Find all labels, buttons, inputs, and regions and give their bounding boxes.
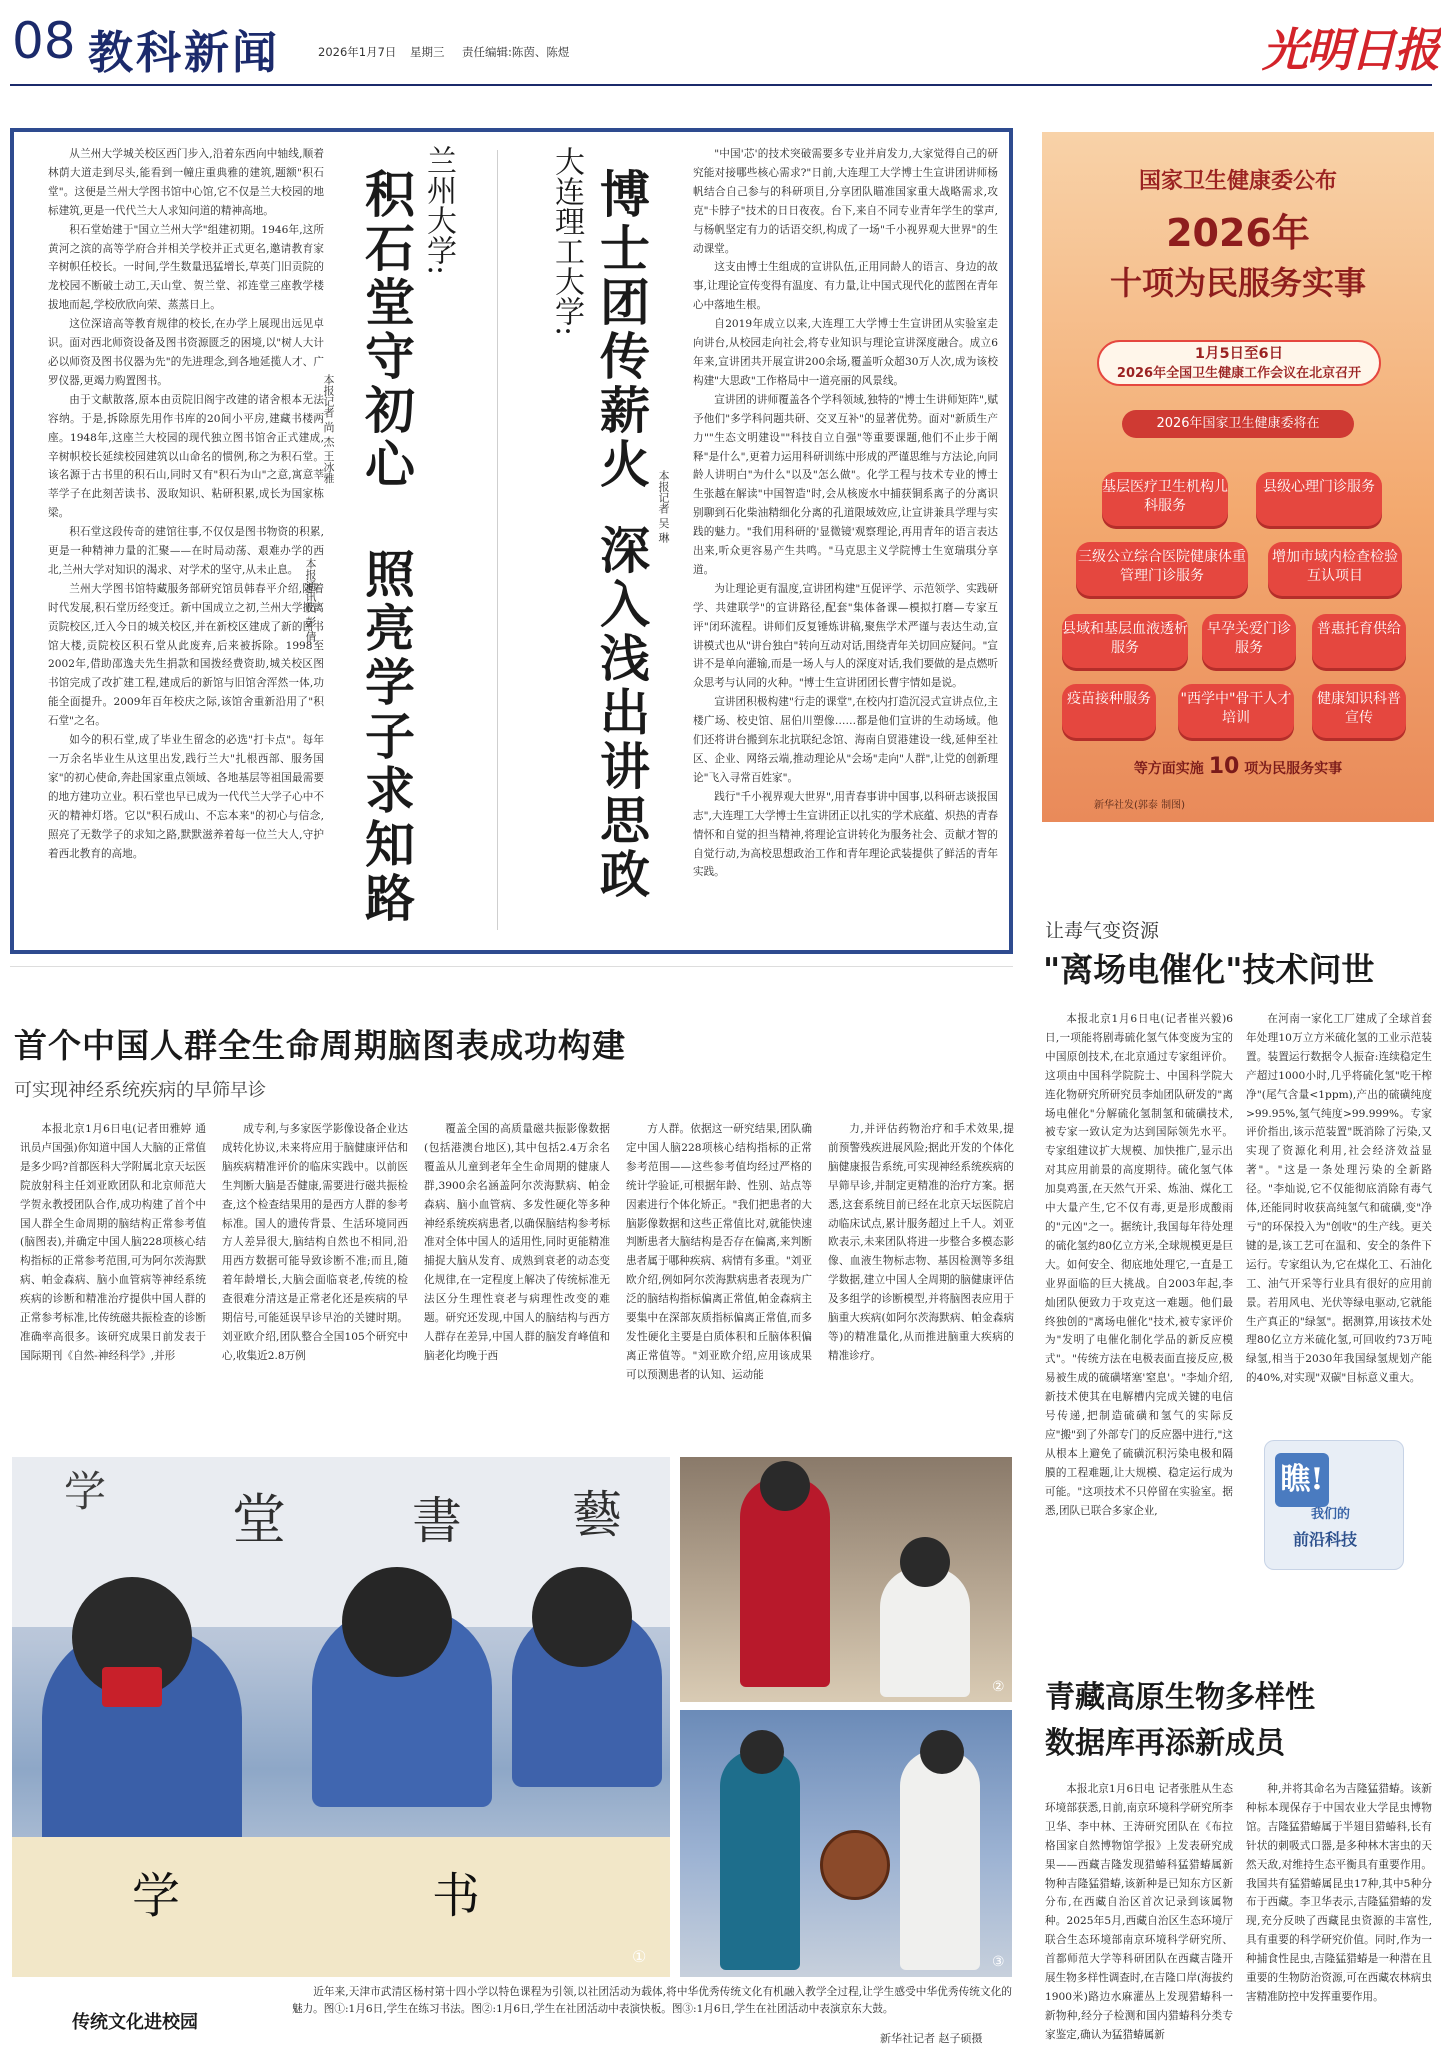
dalian-body xyxy=(693,145,998,945)
paper-characters: 学 xyxy=(132,1868,181,1924)
performer-hair xyxy=(760,1461,810,1511)
performer-hair xyxy=(740,1730,784,1774)
photo-dagu xyxy=(680,1710,1012,1977)
paragraph: 这位深谙高等教育规律的校长,在办学上展现出远见卓识。面对西北师资设备及图书资源匮乏的困境,以"树人大计必以师资及图书仪器为先"的先进理念,到各地延揽人才、广罗仪器,更竭力购置图书。 xyxy=(48,318,324,387)
paragraph: 由于文献散落,原本由贡院旧阁宇改建的诸舍根本无法容纳。于是,拆除原先用作书库的20间小平房,建藏书楼两座。1948年,这座兰大校园的现代独立图书馆舍正式建成,辛树帜校长延续校园建筑以山命名的惯例,称之为积石堂。该名源于古书里的积石山,同时又有"积石为山"之意,寓意莘莘学子在此刻苦读书、汲取知识、粘研积累,成长为国家栋梁。 xyxy=(48,393,324,520)
item-pill: "西学中"骨干人才培训 xyxy=(1178,684,1294,738)
issue-date: 2026年1月7日 xyxy=(318,45,397,59)
biodiversity-title-2: 数据库再添新成员 xyxy=(1045,1726,1285,1761)
photo-number: ③ xyxy=(992,1954,1005,1970)
performer-figure xyxy=(720,1750,800,1970)
paragraph: 积石堂始建于"国立兰州大学"组建初期。1946年,这所黄河之滨的高等学府合并相关学校并正式更名,邀请教育家辛树帜任校长。一时间,学生数量迅猛增长,草英门旧贡院的龙校园不断破土动工,天山堂、贺兰堂、祁连堂三座教学楼拔地而起,学校欣欣向荣、蒸蒸日上。 xyxy=(48,223,324,312)
infographic-title-2: 2026年 xyxy=(1166,211,1310,255)
photo-caption: 近年来,天津市武清区杨村第十四小学以特色课程为引领,以社团活动为载体,将中华优秀传统文化有机融入教学全过程,让学生感受中华优秀传统文化的魅力。图①:1月6日,学生在练习书法。图②:1月6日,学生在社团活动中表演快板。图③:1月6日,学生在社团活动中表演京东大鼓。 xyxy=(292,1986,1012,2015)
paragraph: 宣讲团的讲师覆盖各个学科领域,独特的"博士生讲师矩阵",赋予他们"多学科问题共研、交叉互补"的显著优势。面对"新质生产力""生态文明建设""科技自立自强"等重要课题,他们不止步于阐释"是什么",更着力运用科研训练中形成的严谨思维与方法论,向同龄人讲明白"为什么"以及"怎么做"。化学工程与技术专业的博士生张越在解读"中国智造"时,会从核废水中捕获铜系离子的分离识别聊到石化柴油精细化分离的孔道限域效应,让宣讲兼具学理与实践的魅力。"我们用科研的'显微镜'观察理论,再用青年的语言表达出来,听众更容易产生共鸣。"马克思主义学院博士生宽瑞琪分享道。 xyxy=(693,393,998,576)
infographic-source: 新华社发(郭泰 制图) xyxy=(1094,800,1185,811)
performer-hair xyxy=(900,1537,950,1587)
item-pill: 疫苗接种服务 xyxy=(1062,684,1156,738)
photo-number: ① xyxy=(632,1947,647,1966)
column-name: 教科新闻 xyxy=(88,26,281,79)
paragraph: 如今的积石堂,成了毕业生留念的必选"打卡点"。每年一万余名毕业生从这里出发,践行兰大"扎根西部、服务国家"的初心使命,奔赴国家重点领域、各地基层等祖国最需要的地方建功立业。积石堂也早已成为一代代兰大学子心中不灭的精神灯塔。它以"积石成山、不忘本来"的初心与信念,照亮了无数学子的求知之路,默默滋养着每一位兰大人,守护着西北教育的高地。 xyxy=(48,734,324,860)
photo-calligraphy xyxy=(12,1457,670,1977)
photo-kuaiban xyxy=(680,1457,1012,1702)
dalian-title-1: 博士团传薪火 xyxy=(592,168,651,492)
badge-line-2: 我们的 xyxy=(1311,1507,1351,1522)
editors: 责任编辑:陈茵、陈煜 xyxy=(462,45,570,59)
item-pill: 基层医疗卫生机构儿科服务 xyxy=(1102,472,1228,526)
feature-divider xyxy=(497,150,498,930)
dalian-credit: 本报记者 吴 琳 xyxy=(657,470,670,543)
meeting-banner xyxy=(1097,340,1381,386)
item-pill: 县级心理门诊服务 xyxy=(1256,472,1382,526)
item-pill: 三级公立综合医院健康体重管理门诊服务 xyxy=(1076,542,1248,596)
meeting-dates: 1月5日至6日 xyxy=(1194,346,1284,362)
paragraph: 覆盖全国的高质量磁共振影像数据(包括港澳台地区),其中包括2.4万余名覆盖从儿童到老年全生命周期的健康人群,3900余名涵盖阿尔茨海默病、帕金森病、脑小血管病、多发性硬化等多种神经系统疾病患者,以确保脑结构参考标准对全体中国人的适用性,同时更能精准捕捉大脑从发育、成熟到衰老的动态变化规律,在一定程度上解决了传统标准无法区分生理性衰老与病理性改变的难题。研究还发现,中国人的脑结构与西方人群存在差异,中国人群的脑发育峰值和脑老化均晚于西 xyxy=(424,1123,610,1362)
footer-prefix: 等方面实施 xyxy=(1133,761,1204,777)
badge-icon: 瞧! xyxy=(1275,1453,1329,1507)
footer-number: 10 xyxy=(1208,754,1240,779)
photo-calligraphy-scroll: 堂 xyxy=(232,1488,286,1551)
biodiversity-col-2 xyxy=(1246,1780,1432,2044)
student-hair xyxy=(532,1567,632,1667)
brain-title: 首个中国人群全生命周期脑图表成功构建 xyxy=(14,1026,626,1065)
photo-calligraphy-scroll: 書 xyxy=(412,1492,462,1550)
photo-calligraphy-scroll: 藝 xyxy=(572,1486,622,1544)
paragraph: 这支由博士生组成的宣讲队伍,正用同龄人的语言、身边的故事,让理论宣传变得有温度、有力量,让中国式现代化的蓝图在青年心中落地生根。 xyxy=(693,261,998,312)
issue-weekday: 星期三 xyxy=(410,45,445,59)
rice-paper xyxy=(12,1837,670,1977)
badge-line-3: 前沿科技 xyxy=(1293,1530,1358,1549)
drum xyxy=(820,1830,890,1900)
item-pill: 早孕关爱门诊服务 xyxy=(1202,614,1296,668)
health-infographic xyxy=(1042,132,1434,822)
red-scarf xyxy=(102,1667,162,1707)
page-number: 08 xyxy=(12,12,76,70)
paragraph: 为让理论更有温度,宣讲团构建"互促评学、示范领学、实践研学、共建联学"的宣讲路径,配套"集体备课—模拟打磨—专家互评"闭环流程。讲师们反复锤炼讲稿,聚焦学术严谨与表达生动,宣讲模式也从"讲台独白"转向互动对话,围绕青年关切回应疑问。"宣讲不是单向灌输,而是一场人与人的深度对话,我们要做的是点燃听众思考与认同的火种。"博士生宣讲团团长曹宇情如是说。 xyxy=(693,582,998,690)
brain-col-4 xyxy=(626,1120,812,1438)
masthead-logo: 光明日报 xyxy=(1262,23,1438,77)
paragraph: 自2019年成立以来,大连理工大学博士生宣讲团从实验室走向讲台,从校园走向社会,将专业知识与理论宣讲深度融合。成立6年来,宣讲团共开展宣讲200余场,覆盖听众超30万人次,成为该校构建"大思政"工作格局中一道亮丽的风景线。 xyxy=(693,318,998,387)
paragraph: 宣讲团积极构建"行走的课堂",在校内打造沉浸式宣讲点位,主楼广场、校史馆、屈伯川塑像……都是他们宣讲的生动场域。他们还将讲台搬到东北抗联纪念馆、海南自贸港建设一线,延伸至社区、企业、网络云端,推动理论从"会场"走向"人群",让党的创新理论"飞入寻常百姓家"。 xyxy=(693,696,998,784)
lanzhou-title-2: 照亮学子求知路 xyxy=(357,548,416,926)
plan-tag: 2026年国家卫生健康委将在 xyxy=(1122,410,1354,438)
paragraph: 成专利,与多家医学影像设备企业达成转化协议,未来将应用于脑健康评估和脑疾病精准评价的临床实践中。以前医生判断大脑是否健康,需要进行磁共振检查,这个检查结果用的是西方人群的参考标准。国人的遗传背景、生活环境同西方人差异很大,脑结构自然也不相同,沿用西方数据可能导致诊断不准;而且,随着年龄增长,大脑会面临衰老,传统的检查很难分清这是正常老化还是疾病的早期信号,可能延误早诊早治的关键时期。刘亚欧介绍,团队整合全国105个研究中心,收集近2.8万例 xyxy=(222,1123,408,1362)
item-pill: 普惠托育供给 xyxy=(1312,614,1406,668)
photo-credit: 新华社记者 赵子硕摄 xyxy=(880,2032,983,2045)
paragraph: 方人群。依据这一研究结果,团队确定中国人脑228项核心结构指标的正常参考范围——这些参考值均经过严格的统计学验证,可根据年龄、性别、站点等因素进行个体化矫正。"我们把患者的大脑影像数据和这些正常值比对,就能快速判断患者大脑结构是否存在偏离,来判断患者属于哪种疾病、病情有多重。"刘亚欧介绍,例如阿尔茨海默病患者表现为广泛的脑结构指标偏离正常值,帕金森病主要集中在深部灰质指标偏离正常值,而多发性硬化主要是白质体积和丘脑体积偏离正常值等。"刘亚欧介绍,应用该成果可以预测患者的认知、运动能 xyxy=(626,1123,812,1381)
infographic-title-3: 十项为民服务实事 xyxy=(1109,264,1366,302)
paragraph: 本报北京1月6日电(记者崔兴毅)6日,一项能将剧毒硫化氢气体变废为宝的中国原创技术,在北京通过专家组评价。这项由中国科学院院士、中国科学院大连化物研究所研究员李灿团队研发的"离场电催化"分解硫化氢制氢和硫磺技术,被专家一致认定为达到国际领先水平。专家组建议扩大规模、加快推广,显示出对其应用前景的高度期待。硫化氢气体加臭鸡蛋,在天然气开采、炼油、煤化工中大量产生,它不仅有毒,更是形成酸雨的"元凶"之一。据统计,我国每年待处理的硫化氢约80亿立方米,全球规模更是巨大。如何安全、彻底地处理它,一直是工业界面临的巨大挑战。自2003年起,李灿团队便致力于攻克这一难题。他们最终独创的"离场电催化"技术,被专家评价为"发明了电催化制化学品的新反应模式"。"传统方法在电极表面直接反应,极易被生成的硫磺堵塞'窒息'。"李灿介绍,新技术使其在电解槽内完成关键的电信号传递,把制造硫磺和氢气的实际反应"搬"到了外部专门的反应器中进行,"这从根本上避免了硫磺沉积污染电极和隔膜的工程难题,让大规模、稳定运行成为可能。"这项技术不只停留在实验室。据悉,团队已联合多家企业, xyxy=(1045,1013,1233,1517)
biodiversity-col-1 xyxy=(1045,1780,1233,2044)
dalian-title-2: 深入浅出讲思政 xyxy=(592,524,651,902)
paragraph: 在河南一家化工厂建成了全球首套年处理10万立方米硫化氢的工业示范装置。装置运行数据令人振奋:连续稳定生产超过1000小时,几乎将硫化氢"吃干榨净"(尾气含量<1ppm),产出的硫磺纯度>99.95%,氢气纯度>99.999%。专家评价指出,该示范装置"既消除了污染,又实现了资源化利用,社会经济效益显著"。"这是一条处理污染的全新路径。"李灿说,它不仅能彻底消除有毒气体,还能同时收获高纯氢气和硫磺,变"净亏"的环保投入为"创收"的生产线。更关键的是,该工艺可在温和、安全的条件下运行。专家组认为,它在煤化工、石油化工、油气开采等行业具有很好的应用前景。若用风电、光伏等绿电驱动,它就能生产真正的"绿氢"。据测算,用该技术处理80亿立方米硫化氢,可回收约73万吨绿氢,相当于2030年我国绿氢规划产能的40%,对实现"双碳"目标意义重大。 xyxy=(1246,1013,1432,1385)
catalysis-col-1 xyxy=(1045,1010,1233,1612)
biodiversity-title-1: 青藏高原生物多样性 xyxy=(1045,1680,1315,1715)
footer-suffix: 项为民服务实事 xyxy=(1244,761,1343,777)
brain-col-2 xyxy=(222,1120,408,1438)
paragraph: 本报北京1月6日电 记者张胜从生态环境部获悉,日前,南京环境科学研究所李卫华、李中林、王涛研究团队在《布拉格国家自然博物馆学报》上发表研究成果——西藏吉隆发现猎蝽科猛猎蝽属新物种吉隆猛猎蝽,该新种是已知东方区新分布,在西藏自治区首次记录到该属物种。2025年5月,西藏自治区生态环境厅联合生态环境部南京环境科学研究所、首都师范大学等科研团队在西藏吉隆开展生物多样性调查时,在吉隆口岸(海拔约1900米)路边水麻灌丛上发现猎蝽科一新物种,经分子检测和国内猎蝽科分类专家鉴定,确认为猛猎蝽属新 xyxy=(1045,1783,1233,2041)
photo-number: ② xyxy=(992,1679,1005,1695)
item-pill: 增加市域内检查检验互认项目 xyxy=(1268,542,1402,596)
dalian-kicker: 大连理工大学: xyxy=(549,146,584,337)
paragraph: "中国'芯'的技术突破需要多专业并肩发力,大家觉得自己的研究能对接哪些核心需求?"日前,大连理工大学博士生宣讲团讲师杨帆结合自己参与的科研项目,分享团队瞄准国家重大战略需求,攻克"卡脖子"技术的日日夜夜。台下,来自不同专业青年学生的掌声,与杨帆坚定有力的话语交织,构成了一场"千小视界观大世界"的生动课堂。 xyxy=(693,148,998,255)
performer-hair xyxy=(920,1730,964,1774)
paragraph: 践行"千小视界观大世界",用青春事讲中国事,以科研志谈报国志",大连理工大学博士生宣讲团正以扎实的学术底蕴、炽热的青春情怀和自觉的担当精神,将理论宣讲转化为服务社会、贡献才智的自觉行动,为高校思想政治工作和青年理论武装提供了鲜活的青年实践。 xyxy=(693,790,998,879)
lanzhou-kicker: 兰州大学: xyxy=(421,145,456,276)
paragraph: 种,并将其命名为吉隆猛猎蝽。该新种标本现保存于中国农业大学昆虫博物馆。吉隆猛猎蝽属于半翅目猎蝽科,长有针状的刺吸式口器,是多种林木害虫的天然天敌,对维持生态平衡具有重要作用。我国共有猛猎蝽属昆虫17种,其中5种分布于西藏。李卫华表示,吉隆猛猎蝽的发现,充分反映了西藏昆虫资源的丰富性,具有重要的科学研究价值。同时,作为一种捕食性昆虫,吉隆猛猎蝽是一种潜在且重要的生物防治资源,可在西藏农林病虫害精准防控中发挥重要作用。 xyxy=(1246,1783,1432,2003)
frontier-tech-badge xyxy=(1264,1440,1404,1570)
item-pill: 健康知识科普宣传 xyxy=(1312,684,1406,738)
performer-figure xyxy=(900,1750,980,1970)
paragraph: 力,并评估药物治疗和手术效果,提前预警残疾进展风险;据此开发的个体化脑健康报告系统,可实现神经系统疾病的早筛早诊,并制定更精准的治疗方案。据悉,这套系统目前已经在北京天坛医院启动临床试点,累计服务超过上千人。刘亚欧表示,未来团队将进一步整合多模态影像、血液生物标志物、基因检测等多组学数据,建立中国人全周期的脑健康评估及多组学的诊断模型,并将脑图表应用于脑重大疾病(如阿尔茨海默病、帕金森病等)的精准量化,从而推进脑重大疾病的精准诊疗。 xyxy=(828,1123,1014,1362)
section-rule xyxy=(10,966,1013,967)
brain-col-3 xyxy=(424,1120,610,1438)
lanzhou-credit-correspondent: 本报通讯员 彭 倩 xyxy=(304,558,317,642)
photo-calligraphy-scroll: 学 xyxy=(58,1469,107,1511)
brain-subtitle: 可实现神经系统疾病的早筛早诊 xyxy=(14,1080,266,1101)
paragraph: 积石堂这段传奇的建馆往事,不仅仅是图书物资的积累,更是一种精神力量的汇聚——在时局动荡、艰难办学的西北,兰州大学对知识的渴求、对学术的坚守,从未止息。 xyxy=(48,526,324,576)
lanzhou-title-1: 积石堂守初心 xyxy=(357,168,416,492)
catalysis-title: "离场电催化"技术问世 xyxy=(1043,950,1375,989)
meeting-name: 2026年全国卫生健康工作会议在北京召开 xyxy=(1116,366,1362,381)
photo-section-label: 传统文化进校园 xyxy=(72,2012,198,2033)
infographic-title-1: 国家卫生健康委公布 xyxy=(1138,169,1337,194)
lanzhou-credit-reporters: 本报记者 尚 杰 王冰雅 xyxy=(322,374,335,484)
paragraph: 从兰州大学城关校区西门步入,沿着东西向中轴线,顺着林荫大道走到尽头,能看到一幢庄重典雅的建筑,题额"积石堂"。这便是兰州大学图书馆中心馆,它不仅是兰大校园的地标建筑,更是一代代兰大人求知问道的精神高地。 xyxy=(48,148,324,217)
catalysis-col-2 xyxy=(1246,1010,1432,1405)
lanzhou-body xyxy=(48,145,324,945)
item-pill: 县域和基层血液透析服务 xyxy=(1062,614,1188,668)
student-hair xyxy=(342,1567,452,1677)
brain-col-5 xyxy=(828,1120,1014,1438)
header-rule xyxy=(10,84,1432,86)
brain-col-1 xyxy=(20,1120,206,1438)
paragraph: 本报北京1月6日电(记者田雅婷 通讯员卢国强)你知道中国人大脑的正常值是多少吗?首都医科大学附属北京天坛医院放射科主任刘亚欧团队和北京师范大学贺永教授团队合作,成功构建了首个中国人群全生命周期的脑结构正常参考值(脑图表),并确定中国人脑228项核心结构指标的正常参考范围,可为阿尔茨海默病、帕金森病、脑小血管病等神经系统疾病的诊断和精准治疗提供中国人群的正常参考标准,比传统磁共振检查的诊断准确率高很多。该研究成果日前发表于国际期刊《自然-神经科学》,并形 xyxy=(20,1123,206,1362)
catalysis-kicker: 让毒气变资源 xyxy=(1045,920,1160,942)
infographic-footer xyxy=(1042,754,1434,779)
paper-characters: 书 xyxy=(432,1868,481,1924)
paragraph: 兰州大学图书馆特藏服务部研究馆员韩春平介绍,随着时代发展,积石堂历经变迁。新中国成立之初,兰州大学搬离贡院校区,迁入今日的城关校区,并在新校区建成了新的图书馆大楼,贡院校区积石堂从此废弃,后来被拆除。1998至2002年,借助邵逸夫先生捐款和国拨经费资助,城关校区图书馆完成了改扩建工程,建成后的新馆与旧馆舍浑然一体,功能全面提升。2009年百年校庆之际,该馆舍重新沿用了"积石堂"之名。 xyxy=(48,582,324,728)
